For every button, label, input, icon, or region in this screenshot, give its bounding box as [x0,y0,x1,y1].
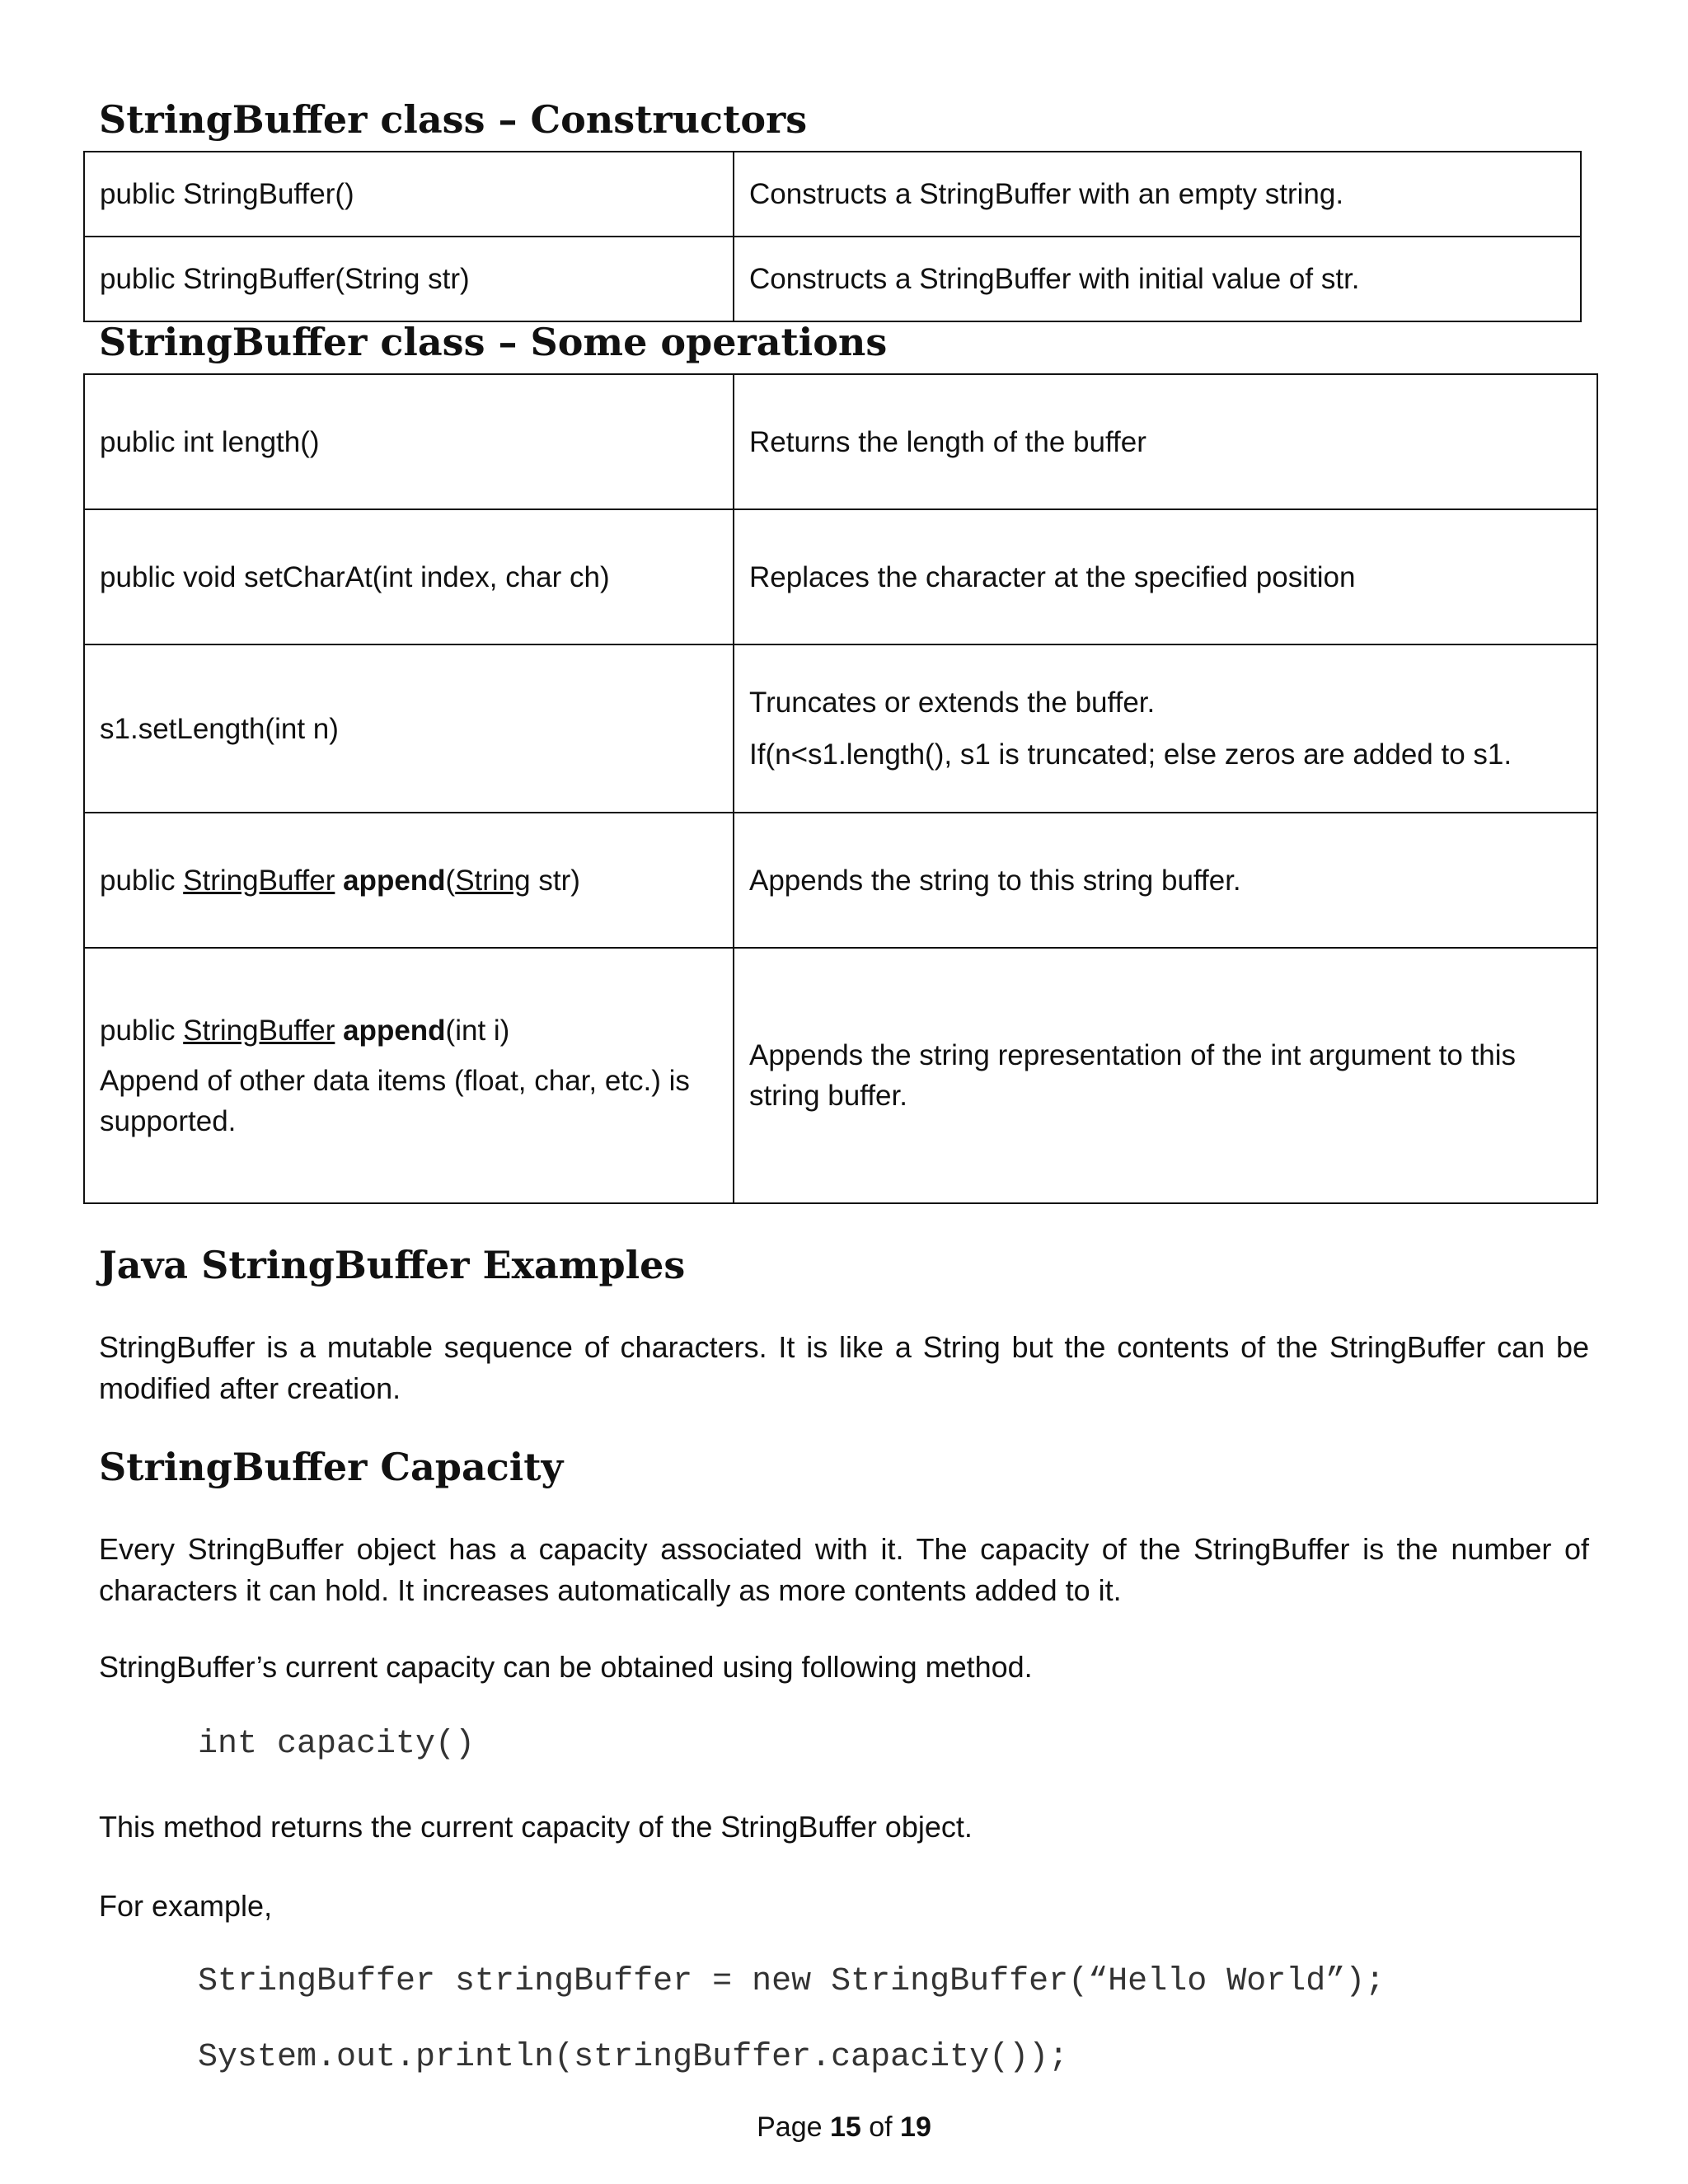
constructor-description: Constructs a StringBuffer with an empty string. [734,152,1581,237]
capacity-paragraph: StringBuffer’s current capacity can be obtained using following method. [99,1650,1033,1684]
sig-rest: str) [530,864,580,897]
operation-signature: s1.setLength(int n) [84,644,734,813]
sig-rest: (int i) [445,1014,510,1047]
operation-description [734,644,1597,813]
operations-heading: StringBuffer class – Some operations [99,320,888,364]
capacity-paragraph: Every StringBuffer object has a capacity associated with it. The capacity of the StringBuffer is the number of characters it can hold. It increases automatically as more contents added to it. [99,1532,1589,1607]
operation-description: Appends the string representation of the int argument to this string buffer. [734,948,1597,1203]
operation-signature: public void setCharAt(int index, char ch) [84,509,734,644]
capacity-paragraph: For example, [99,1889,273,1923]
operation-signature [84,813,734,948]
examples-intro: StringBuffer is a mutable sequence of characters. It is like a String but the contents of the StringBuffer can be modified after creation. [99,1330,1589,1405]
table-row [84,644,1597,813]
sig-prefix: public [100,864,184,897]
code-snippet: StringBuffer stringBuffer = new StringBuffer(“Hello World”); [198,1963,1386,2000]
code-snippet: int capacity() [198,1726,476,1763]
page-current: 15 [829,2111,861,2143]
page-total: 19 [900,2111,931,2143]
constructors-heading: StringBuffer class – Constructors [99,97,808,142]
sig-method: append [343,864,446,897]
operations-table [83,373,1598,1204]
table-row [84,374,1597,509]
table-row [84,813,1597,948]
table-row [84,152,1581,237]
sig-param-type-link: String [455,864,531,897]
operation-description: Appends the string to this string buffer. [734,813,1597,948]
description-line: If(n<s1.length(), s1 is truncated; else zeros are added to s1. [749,738,1512,771]
examples-heading: Java StringBuffer Examples [99,1243,686,1287]
capacity-heading: StringBuffer Capacity [99,1445,564,1489]
sig-open: ( [445,864,456,897]
constructor-signature: public StringBuffer(String str) [84,237,734,321]
sig-method: append [343,1014,446,1047]
constructor-description: Constructs a StringBuffer with initial value of str. [734,237,1581,321]
sig-type-link: StringBuffer [183,1014,335,1047]
operation-signature [84,948,734,1203]
sig-prefix: public [100,1014,184,1047]
page-of: of [860,2111,901,2143]
operation-signature: public int length() [84,374,734,509]
code-snippet: System.out.println(stringBuffer.capacity()); [198,2039,1069,2076]
constructor-signature: public StringBuffer() [84,152,734,237]
constructors-table [83,151,1582,322]
sig-type-link: StringBuffer [183,864,335,897]
description-line: Truncates or extends the buffer. [749,687,1156,719]
signature-note: Append of other data items (float, char, etc.) is supported. [100,1064,690,1137]
signature-line [100,1010,718,1051]
table-row [84,237,1581,321]
table-row [84,509,1597,644]
capacity-paragraph: This method returns the current capacity of the StringBuffer object. [99,1810,973,1844]
operation-description: Replaces the character at the specified position [734,509,1597,644]
page-number [0,2111,1688,2144]
operation-description: Returns the length of the buffer [734,374,1597,509]
page-prefix: Page [757,2111,830,2143]
table-row [84,948,1597,1203]
